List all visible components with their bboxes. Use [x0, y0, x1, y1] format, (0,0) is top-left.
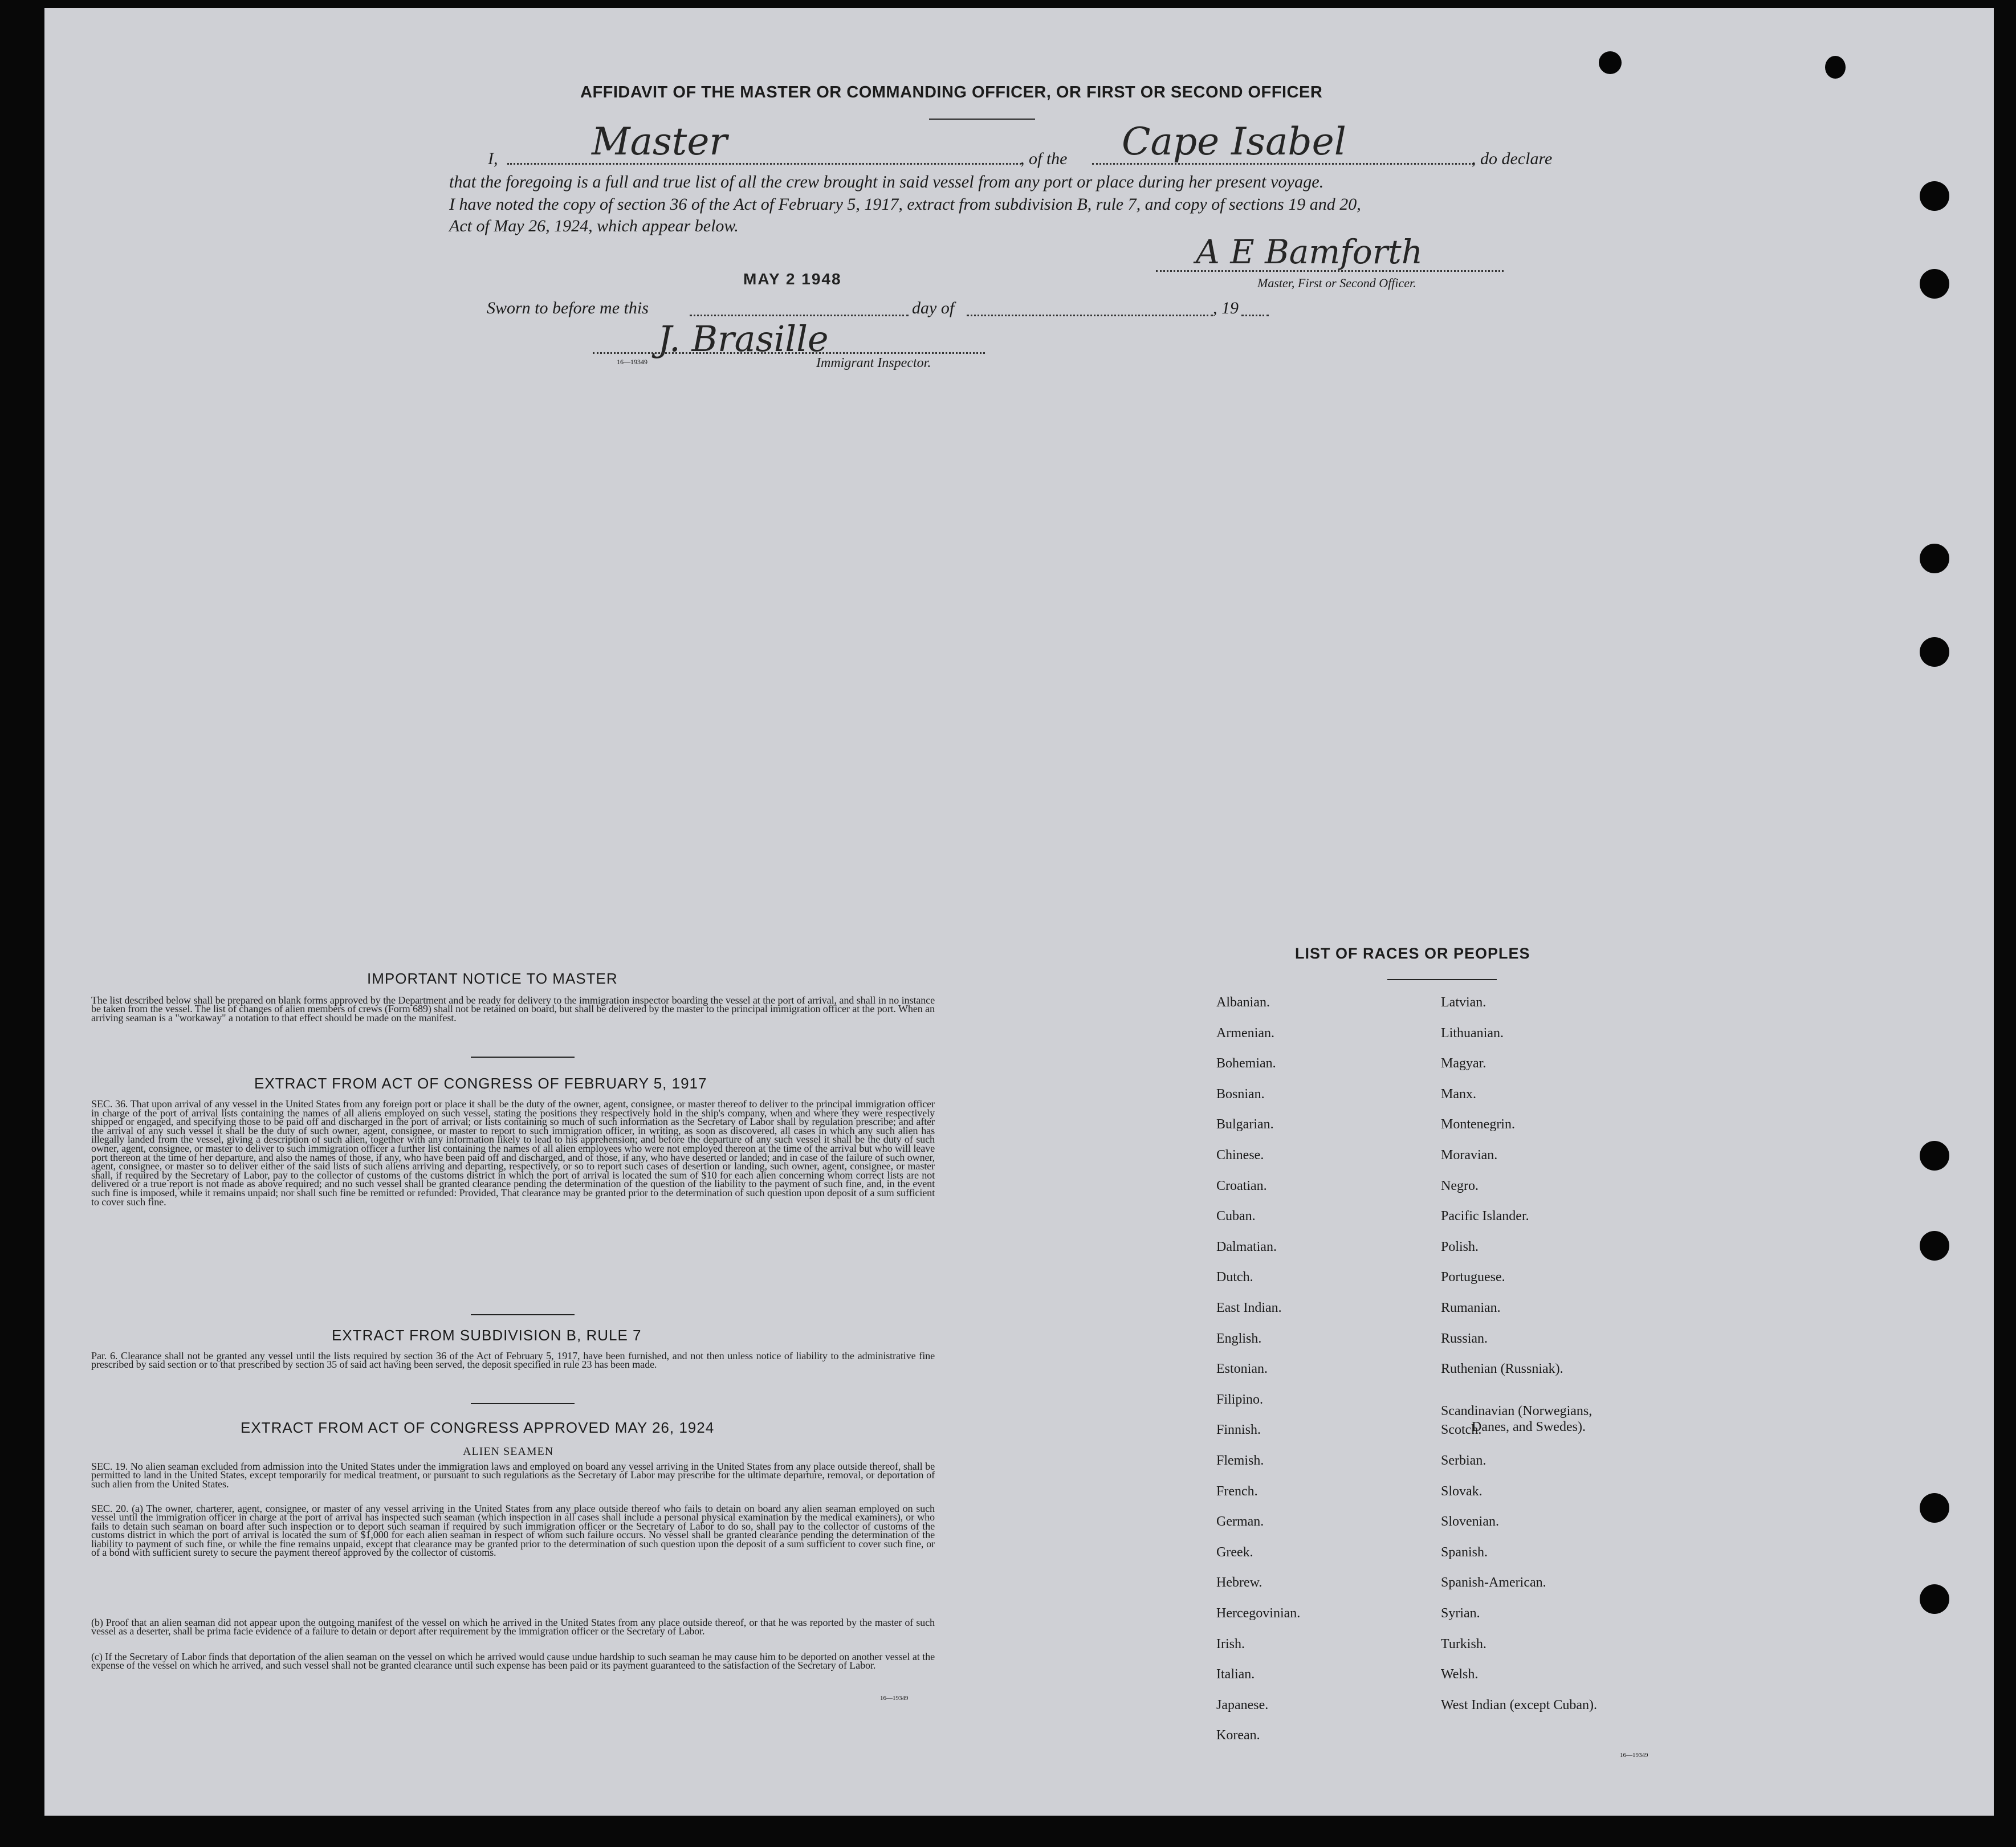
race-item: Hercegovinian. — [1216, 1606, 1301, 1621]
race-item: Russian. — [1441, 1331, 1488, 1346]
divider — [471, 1057, 575, 1058]
sworn-label: Sworn to before me this — [487, 299, 649, 317]
race-item: Manx. — [1441, 1086, 1476, 1102]
sec-20a-body: SEC. 20. (a) The owner, charterer, agent, consignee, or master of any vessel arriving in the United States from any place outside thereof who fails to detain on board any alien seaman employed on such vessel until the immigration officer in charge at the port of arrival has inspected such seaman (which inspection in all cases shall include a personal physical examination by the medical examiners), or who fails to detain such seaman on board after such inspection or to deport such seaman if required by such immigration officer or the Secretary of Labor to do so, shall pay to the collector of customs of the customs district in which the port of arrival is located the sum of $1,000 for each alien seaman in respect of whom such failure occurs. No vessel shall be granted clearance pending the determination of the liability to payment of such fine, or while the fine remains unpaid, except that clearance may be granted prior to the determination of such question upon the deposit of a sum sufficient to cover such fine, or of a bond with sufficient surety to secure the payment thereof approved by the collector of customs. — [91, 1503, 935, 1559]
of-the-label: , of the — [1020, 149, 1068, 168]
punch-hole — [1920, 269, 1949, 299]
races-title: LIST OF RACES OR PEOPLES — [1295, 945, 1530, 962]
handwritten-name: Master — [592, 120, 727, 164]
affidavit-line-4: Act of May 26, 1924, which appear below. — [449, 217, 739, 235]
race-item: Serbian. — [1441, 1453, 1486, 1468]
race-item: Flemish. — [1216, 1453, 1264, 1468]
race-item: Slovenian. — [1441, 1514, 1499, 1530]
race-item: Armenian. — [1216, 1025, 1274, 1041]
race-item: Danes, and Swedes). — [1472, 1419, 1586, 1434]
sec-20c-body: (c) If the Secretary of Labor finds that deportation of the alien seaman on the vessel on which he arrived would cause undue hardship to such seaman he may cause him to be deported on another vessel at the expense of the vessel on which he arrived, and such vessel shall not be granted clearance until such expense has been paid or its payment guaranteed to the satisfaction of the Secretary of Labor. — [91, 1651, 935, 1671]
form-number: 16—19349 — [1620, 1752, 1648, 1759]
race-item: Lithuanian. — [1441, 1025, 1504, 1041]
rule-7-title: EXTRACT FROM SUBDIVISION B, RULE 7 — [332, 1327, 642, 1344]
race-item: German. — [1216, 1514, 1264, 1530]
race-item: Irish. — [1216, 1636, 1245, 1652]
punch-hole — [1920, 637, 1949, 667]
year-label: , 19 — [1213, 299, 1239, 317]
race-item: Scandinavian (Norwegians, — [1441, 1403, 1593, 1418]
race-item: Negro. — [1441, 1178, 1479, 1193]
race-item: Croatian. — [1216, 1178, 1267, 1193]
extract-1924-title: EXTRACT FROM ACT OF CONGRESS APPROVED MAY 26, 1924 — [241, 1419, 715, 1436]
extract-1917-body: SEC. 36. That upon arrival of any vessel in the United States from any foreign port or place it shall be the duty of the owner, agent, consignee, or master thereof to deliver to the principal immigration officer in charge of the port of arrival lists containing the names of all aliens employed on such vessel, stating the positions they respectively hold in the ship's company, when and where they were respectively shipped or engaged, and specifying those to be paid off and discharged in the port of arrival; or lists containing so much of such information as the Secretary of Labor shall by regulation prescribe; and after the arrival of any such vessel it shall be the duty of such owner, agent, consignee, or master to report to such immigration officer, in writing, as soon as discovered, all cases in which any such alien has illegally landed from the vessel, giving a description of such alien, together with any information likely to lead to his apprehension; and before the departure of any such vessel it shall be the duty of such owner, agent, consignee, or master to deliver to such immigration officer a further list containing the names of all alien employees who were not employed thereon at the time of the arrival but who will leave port thereon at the time of her departure, and also the names of those, if any, who have been paid off and discharged, and of those, if any, who have deserted or landed; and in case of the failure of such owner, agent, consignee, or master so to deliver either of the said lists of such aliens arriving and departing, respectively, or so to report such cases of desertion or landing, such owner, agent, consignee, or master shall, if required by the Secretary of Labor, pay to the collector of customs of the customs district in which the port of arrival is located the sum of $10 for each alien concerning whom correct lists are not delivered or a true report is not made as above required; and no such vessel shall be granted clearance pending the determination of the question of the liability to the payment of such fine, and, in the event such fine is imposed, while it remains unpaid; nor shall such fine be remitted or refunded: Provided, That clearance may be granted prior to the determination of such question upon deposit of a sum sufficient to cover such fine. — [91, 1098, 935, 1208]
race-item: Japanese. — [1216, 1697, 1269, 1713]
day-of-label: day of — [912, 299, 955, 317]
race-item: Estonian. — [1216, 1361, 1268, 1377]
race-item: Moravian. — [1441, 1148, 1498, 1163]
extract-1917-title: EXTRACT FROM ACT OF CONGRESS OF FEBRUARY 5, 1917 — [254, 1075, 707, 1092]
race-item: Portuguese. — [1441, 1270, 1505, 1285]
race-item: Finnish. — [1216, 1422, 1261, 1438]
declare-label: , do declare — [1472, 149, 1553, 168]
notice-body: The list described below shall be prepared on blank forms approved by the Department and be ready for delivery to the immigration inspector boarding the vessel at the port of arrival, and shall in no instance be taken from the vessel. The list of changes of alien members of crews (Form 689) shall not be retained on board, but shall be delivered by the master to the principal immigration officer at the port. When an arriving seaman is a "workaway" a notation to that effect should be made on the manifest. — [91, 994, 935, 1024]
sworn-day-line — [690, 315, 909, 316]
affidavit-i-label: I, — [488, 149, 498, 168]
race-item: Pacific Islander. — [1441, 1209, 1529, 1224]
race-item: Slovak. — [1441, 1483, 1483, 1499]
rule-7-body: Par. 6. Clearance shall not be granted any vessel until the lists required by section 36 of the Act of February 5, 1917, have been furnished, and not then unless notice of liability to the administrative fine prescribed by said section or to that prescribed by section 35 of said act having been served, the deposit specified in rule 23 has been made. — [91, 1350, 935, 1371]
race-item: Welsh. — [1441, 1667, 1479, 1682]
officer-signature: A E Bamforth — [1196, 233, 1423, 271]
race-item: Montenegrin. — [1441, 1117, 1515, 1132]
race-item: Bosnian. — [1216, 1086, 1265, 1102]
form-number: 16—19349 — [617, 358, 647, 366]
inspector-caption: Immigrant Inspector. — [816, 356, 931, 370]
race-item: Spanish. — [1441, 1544, 1488, 1560]
race-item: Hebrew. — [1216, 1575, 1262, 1591]
race-item: East Indian. — [1216, 1300, 1282, 1315]
affidavit-line-2: that the foregoing is a full and true list of all the crew brought in said vessel from any port or place during her present voyage. — [449, 172, 1324, 191]
divider — [471, 1314, 575, 1315]
race-item: English. — [1216, 1331, 1262, 1346]
race-item: Bulgarian. — [1216, 1117, 1274, 1132]
punch-hole — [1920, 181, 1949, 211]
race-item: Polish. — [1441, 1239, 1479, 1254]
race-item: Scotch. — [1441, 1422, 1482, 1438]
race-item: West Indian (except Cuban). — [1441, 1697, 1597, 1713]
race-item: Dalmatian. — [1216, 1239, 1277, 1254]
punch-hole — [1920, 1231, 1949, 1261]
sec-19-body: SEC. 19. No alien seaman excluded from admission into the United States under the immigration laws and employed on board any vessel arriving in the United States from any place outside thereof, shall be permitted to land in the United States, except temporarily for medical treatment, or pursuant to such regulations as the Secretary of Labor may prescribe for the ultimate departure, removal, or deportation of such alien from the United States. — [91, 1461, 935, 1490]
affidavit-line-3: I have noted the copy of section 36 of the Act of February 5, 1917, extract from subdivision B, rule 7, and copy of sections 19 and 20, — [449, 195, 1361, 214]
form-number: 16—19349 — [880, 1695, 909, 1702]
race-item: Korean. — [1216, 1728, 1260, 1743]
race-item: Bohemian. — [1216, 1056, 1276, 1071]
race-item: Syrian. — [1441, 1606, 1480, 1621]
sworn-year-line — [1241, 315, 1269, 316]
race-item: French. — [1216, 1483, 1258, 1499]
punch-hole — [1825, 56, 1846, 79]
date-stamp: MAY 2 1948 — [743, 270, 842, 288]
inspector-signature-line — [593, 352, 985, 354]
handwritten-vessel: Cape Isabel — [1122, 120, 1346, 164]
divider — [1387, 979, 1497, 980]
alien-seamen-subtitle: ALIEN SEAMEN — [463, 1445, 554, 1458]
race-item: Ruthenian (Russniak). — [1441, 1361, 1563, 1377]
race-item: Chinese. — [1216, 1148, 1264, 1163]
divider — [471, 1403, 575, 1404]
punch-hole — [1599, 51, 1622, 74]
officer-signature-line — [1156, 270, 1504, 272]
officer-caption: Master, First or Second Officer. — [1257, 276, 1416, 290]
punch-hole — [1920, 1141, 1949, 1171]
punch-hole — [1920, 1493, 1949, 1523]
sworn-month-line — [967, 315, 1213, 316]
race-item: Rumanian. — [1441, 1300, 1501, 1315]
race-item: Magyar. — [1441, 1056, 1486, 1071]
race-item: Dutch. — [1216, 1270, 1253, 1285]
race-item: Greek. — [1216, 1544, 1253, 1560]
race-item: Turkish. — [1441, 1636, 1486, 1652]
punch-hole — [1920, 544, 1949, 573]
notice-title: IMPORTANT NOTICE TO MASTER — [367, 970, 618, 987]
name-field-line — [507, 163, 1021, 165]
sec-20b-body: (b) Proof that an alien seaman did not appear upon the outgoing manifest of the vessel on which he arrived in the United States from any place outside thereof, or that he was reported by the master of such vessel as a deserter, shall be prima facie evidence of a failure to detain or deport after requirement by the immigration officer or the Secretary of Labor. — [91, 1617, 935, 1637]
race-item: Spanish-American. — [1441, 1575, 1546, 1591]
race-item: Cuban. — [1216, 1209, 1256, 1224]
race-item: Italian. — [1216, 1667, 1255, 1682]
affidavit-title: AFFIDAVIT OF THE MASTER OR COMMANDING OFFICER, OR FIRST OR SECOND OFFICER — [580, 83, 1323, 101]
race-item: Filipino. — [1216, 1392, 1264, 1407]
inspector-signature: J. Brasille — [658, 318, 829, 360]
document-page — [44, 8, 1994, 1816]
punch-hole — [1920, 1584, 1949, 1614]
divider — [929, 119, 1035, 120]
race-item: Latvian. — [1441, 995, 1486, 1010]
race-item: Albanian. — [1216, 995, 1270, 1010]
